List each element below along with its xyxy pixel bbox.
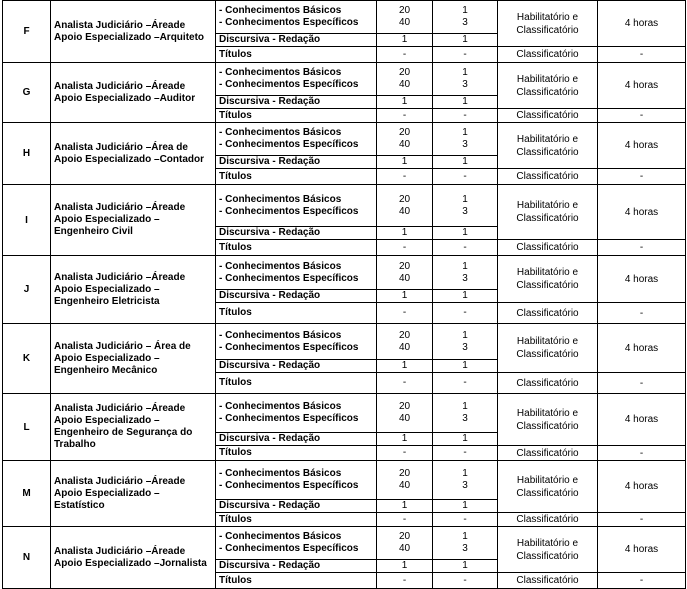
prova-label: - Conhecimentos Específicos xyxy=(219,79,359,90)
peso-value: 1 xyxy=(462,468,468,479)
titulos-prova: Títulos xyxy=(216,513,377,527)
prova-label: - Conhecimentos Específicos xyxy=(219,480,359,491)
titulos-peso: - xyxy=(433,513,498,527)
titulos-questoes: - xyxy=(377,373,433,394)
objetiva-questoes xyxy=(377,63,433,96)
discursiva-peso: 1 xyxy=(433,500,498,513)
titulos-prova: Títulos xyxy=(216,109,377,123)
titulos-duracao: - xyxy=(598,303,686,324)
cargo-code: L xyxy=(3,394,51,461)
titulos-peso: - xyxy=(433,169,498,185)
discursiva-questoes: 1 xyxy=(377,500,433,513)
duracao: 4 horas xyxy=(598,461,686,513)
carater-objetiva: Habilitatório e Classificatório xyxy=(498,324,598,373)
peso-value: 3 xyxy=(462,139,468,150)
prova-label: - Conhecimentos Básicos xyxy=(219,260,342,272)
titulos-prova: Títulos xyxy=(216,573,377,589)
titulos-duracao: - xyxy=(598,573,686,589)
prova-label: - Conhecimentos Específicos xyxy=(219,341,359,353)
titulos-carater: Classificatório xyxy=(498,169,598,185)
titulos-prova: Títulos xyxy=(216,169,377,185)
questoes-value: 20 xyxy=(398,127,411,138)
carater-objetiva: Habilitatório e Classificatório xyxy=(498,63,598,109)
titulos-questoes: - xyxy=(377,240,433,256)
discursiva-prova: Discursiva - Redação xyxy=(216,227,377,240)
objetiva-provas xyxy=(216,527,377,560)
objetiva-pesos xyxy=(433,527,498,560)
carater-objetiva: Habilitatório e Classificatório xyxy=(498,527,598,573)
objetiva-row xyxy=(3,1,686,34)
objetiva-provas xyxy=(216,256,377,290)
objetiva-provas xyxy=(216,123,377,156)
discursiva-questoes: 1 xyxy=(377,560,433,573)
discursiva-peso: 1 xyxy=(433,156,498,169)
titulos-peso: - xyxy=(433,240,498,256)
discursiva-peso: 1 xyxy=(433,433,498,446)
peso-value: 1 xyxy=(462,329,468,341)
peso-value: 3 xyxy=(462,272,468,284)
questoes-value: 40 xyxy=(398,543,411,554)
peso-value: 1 xyxy=(462,531,468,542)
titulos-duracao: - xyxy=(598,373,686,394)
peso-value: 1 xyxy=(462,5,468,16)
cargo-name: Analista Judiciário –Áreade Apoio Especializado –Jornalista xyxy=(51,527,216,589)
objetiva-row xyxy=(3,123,686,156)
titulos-prova: Títulos xyxy=(216,240,377,256)
objetiva-questoes xyxy=(377,123,433,156)
prova-label: - Conhecimentos Específicos xyxy=(219,139,359,150)
objetiva-provas xyxy=(216,63,377,96)
discursiva-peso: 1 xyxy=(433,34,498,47)
cargo-code: H xyxy=(3,123,51,185)
peso-value: 3 xyxy=(462,205,468,217)
peso-value: 1 xyxy=(462,401,468,412)
duracao: 4 horas xyxy=(598,1,686,47)
questoes-value: 20 xyxy=(398,401,411,412)
prova-label: - Conhecimentos Básicos xyxy=(219,127,342,138)
cargo-code: G xyxy=(3,63,51,123)
discursiva-peso: 1 xyxy=(433,360,498,373)
discursiva-questoes: 1 xyxy=(377,433,433,446)
objetiva-pesos xyxy=(433,63,498,96)
prova-label: - Conhecimentos Básicos xyxy=(219,329,342,341)
objetiva-questoes xyxy=(377,1,433,34)
titulos-carater: Classificatório xyxy=(498,513,598,527)
duracao: 4 horas xyxy=(598,394,686,446)
questoes-value: 40 xyxy=(398,272,411,284)
titulos-duracao: - xyxy=(598,109,686,123)
cargo-code: N xyxy=(3,527,51,589)
titulos-prova: Títulos xyxy=(216,47,377,63)
titulos-duracao: - xyxy=(598,240,686,256)
cargo-code: J xyxy=(3,256,51,324)
prova-label: - Conhecimentos Básicos xyxy=(219,193,342,205)
prova-label: - Conhecimentos Básicos xyxy=(219,401,342,412)
peso-value: 1 xyxy=(462,67,468,78)
prova-label: - Conhecimentos Básicos xyxy=(219,468,342,479)
titulos-prova: Títulos xyxy=(216,446,377,461)
prova-label: - Conhecimentos Básicos xyxy=(219,67,342,78)
objetiva-questoes xyxy=(377,461,433,500)
objetiva-questoes xyxy=(377,185,433,227)
titulos-peso: - xyxy=(433,303,498,324)
objetiva-row xyxy=(3,461,686,500)
objetiva-provas xyxy=(216,324,377,360)
titulos-peso: - xyxy=(433,573,498,589)
questoes-value: 20 xyxy=(398,329,411,341)
duracao: 4 horas xyxy=(598,123,686,169)
discursiva-questoes: 1 xyxy=(377,34,433,47)
objetiva-questoes xyxy=(377,324,433,360)
prova-label: - Conhecimentos Específicos xyxy=(219,205,359,217)
discursiva-prova: Discursiva - Redação xyxy=(216,360,377,373)
prova-label: - Conhecimentos Básicos xyxy=(219,531,342,542)
objetiva-pesos xyxy=(433,1,498,34)
questoes-value: 20 xyxy=(398,260,411,272)
peso-value: 1 xyxy=(462,260,468,272)
questoes-value: 20 xyxy=(398,531,411,542)
objetiva-pesos xyxy=(433,461,498,500)
titulos-duracao: - xyxy=(598,169,686,185)
objetiva-provas xyxy=(216,394,377,433)
discursiva-prova: Discursiva - Redação xyxy=(216,500,377,513)
titulos-peso: - xyxy=(433,373,498,394)
cargo-code: M xyxy=(3,461,51,527)
titulos-peso: - xyxy=(433,47,498,63)
discursiva-questoes: 1 xyxy=(377,360,433,373)
cargo-name: Analista Judiciário –Áreade Apoio Especializado – Estatístico xyxy=(51,461,216,527)
titulos-questoes: - xyxy=(377,446,433,461)
discursiva-questoes: 1 xyxy=(377,96,433,109)
discursiva-questoes: 1 xyxy=(377,227,433,240)
peso-value: 1 xyxy=(462,193,468,205)
discursiva-questoes: 1 xyxy=(377,290,433,303)
cargo-code: K xyxy=(3,324,51,394)
titulos-carater: Classificatório xyxy=(498,240,598,256)
discursiva-peso: 1 xyxy=(433,290,498,303)
titulos-questoes: - xyxy=(377,513,433,527)
carater-objetiva: Habilitatório e Classificatório xyxy=(498,185,598,240)
discursiva-prova: Discursiva - Redação xyxy=(216,560,377,573)
objetiva-row xyxy=(3,394,686,433)
duracao: 4 horas xyxy=(598,63,686,109)
objetiva-row xyxy=(3,185,686,227)
carater-objetiva: Habilitatório e Classificatório xyxy=(498,461,598,513)
peso-value: 3 xyxy=(462,17,468,28)
discursiva-peso: 1 xyxy=(433,227,498,240)
peso-value: 1 xyxy=(462,127,468,138)
cargo-name: Analista Judiciário –Áreade Apoio Especializado – Engenheiro Eletricista xyxy=(51,256,216,324)
titulos-peso: - xyxy=(433,109,498,123)
titulos-peso: - xyxy=(433,446,498,461)
discursiva-prova: Discursiva - Redação xyxy=(216,156,377,169)
cargo-code: I xyxy=(3,185,51,256)
questoes-value: 40 xyxy=(398,205,411,217)
objetiva-row xyxy=(3,324,686,360)
cargo-name: Analista Judiciário – Área de Apoio Especializado – Engenheiro Mecânico xyxy=(51,324,216,394)
exam-table xyxy=(2,0,686,589)
discursiva-prova: Discursiva - Redação xyxy=(216,96,377,109)
objetiva-row xyxy=(3,63,686,96)
peso-value: 3 xyxy=(462,480,468,491)
duracao: 4 horas xyxy=(598,256,686,303)
prova-label: - Conhecimentos Específicos xyxy=(219,272,359,284)
discursiva-prova: Discursiva - Redação xyxy=(216,34,377,47)
carater-objetiva: Habilitatório e Classificatório xyxy=(498,1,598,47)
questoes-value: 40 xyxy=(398,17,411,28)
prova-label: - Conhecimentos Específicos xyxy=(219,413,359,424)
titulos-carater: Classificatório xyxy=(498,303,598,324)
objetiva-pesos xyxy=(433,123,498,156)
titulos-questoes: - xyxy=(377,169,433,185)
questoes-value: 40 xyxy=(398,413,411,424)
cargo-name: Analista Judiciário –Áreade Apoio Especializado – Engenheiro de Segurança do Trabalho xyxy=(51,394,216,461)
titulos-carater: Classificatório xyxy=(498,373,598,394)
objetiva-row xyxy=(3,256,686,290)
discursiva-peso: 1 xyxy=(433,96,498,109)
titulos-questoes: - xyxy=(377,303,433,324)
objetiva-questoes xyxy=(377,394,433,433)
prova-label: - Conhecimentos Básicos xyxy=(219,5,342,16)
discursiva-prova: Discursiva - Redação xyxy=(216,290,377,303)
prova-label: - Conhecimentos Específicos xyxy=(219,543,359,554)
questoes-value: 40 xyxy=(398,341,411,353)
questoes-value: 20 xyxy=(398,67,411,78)
peso-value: 3 xyxy=(462,413,468,424)
duracao: 4 horas xyxy=(598,324,686,373)
titulos-carater: Classificatório xyxy=(498,47,598,63)
duracao: 4 horas xyxy=(598,185,686,240)
titulos-duracao: - xyxy=(598,446,686,461)
titulos-questoes: - xyxy=(377,47,433,63)
objetiva-questoes xyxy=(377,527,433,560)
questoes-value: 40 xyxy=(398,79,411,90)
questoes-value: 20 xyxy=(398,5,411,16)
questoes-value: 40 xyxy=(398,139,411,150)
cargo-code: F xyxy=(3,1,51,63)
duracao: 4 horas xyxy=(598,527,686,573)
cargo-name: Analista Judiciário –Área de Apoio Especializado –Contador xyxy=(51,123,216,185)
peso-value: 3 xyxy=(462,341,468,353)
peso-value: 3 xyxy=(462,79,468,90)
questoes-value: 20 xyxy=(398,468,411,479)
titulos-questoes: - xyxy=(377,109,433,123)
prova-label: - Conhecimentos Específicos xyxy=(219,17,359,28)
objetiva-questoes xyxy=(377,256,433,290)
objetiva-provas xyxy=(216,1,377,34)
carater-objetiva: Habilitatório e Classificatório xyxy=(498,394,598,446)
titulos-questoes: - xyxy=(377,573,433,589)
objetiva-pesos xyxy=(433,324,498,360)
objetiva-pesos xyxy=(433,185,498,227)
discursiva-prova: Discursiva - Redação xyxy=(216,433,377,446)
objetiva-pesos xyxy=(433,394,498,433)
cargo-name: Analista Judiciário –Áreade Apoio Especializado – Engenheiro Civil xyxy=(51,185,216,256)
objetiva-provas xyxy=(216,185,377,227)
discursiva-questoes: 1 xyxy=(377,156,433,169)
objetiva-provas xyxy=(216,461,377,500)
titulos-duracao: - xyxy=(598,513,686,527)
questoes-value: 40 xyxy=(398,480,411,491)
carater-objetiva: Habilitatório e Classificatório xyxy=(498,123,598,169)
carater-objetiva: Habilitatório e Classificatório xyxy=(498,256,598,303)
objetiva-pesos xyxy=(433,256,498,290)
titulos-duracao: - xyxy=(598,47,686,63)
titulos-carater: Classificatório xyxy=(498,446,598,461)
cargo-name: Analista Judiciário –Áreade Apoio Especializado –Auditor xyxy=(51,63,216,123)
peso-value: 3 xyxy=(462,543,468,554)
cargo-name: Analista Judiciário –Áreade Apoio Especializado –Arquiteto xyxy=(51,1,216,63)
objetiva-row xyxy=(3,527,686,560)
questoes-value: 20 xyxy=(398,193,411,205)
discursiva-peso: 1 xyxy=(433,560,498,573)
titulos-carater: Classificatório xyxy=(498,573,598,589)
titulos-prova: Títulos xyxy=(216,373,377,394)
titulos-carater: Classificatório xyxy=(498,109,598,123)
titulos-prova: Títulos xyxy=(216,303,377,324)
